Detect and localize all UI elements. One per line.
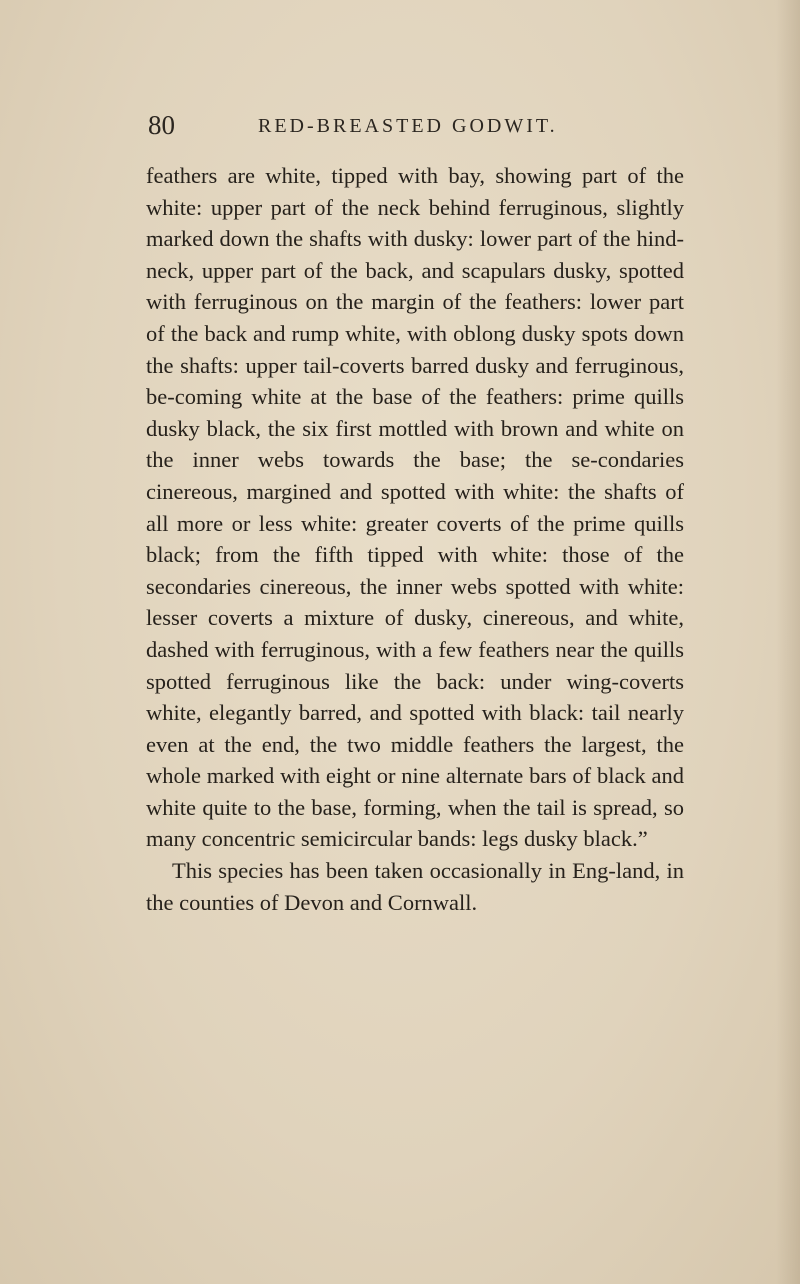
paragraph-distribution: This species has been taken occasionally in Eng-land, in the counties of Devon and Cornwall. [146, 858, 684, 915]
page-number: 80 [148, 110, 175, 140]
page-edge-shadow [776, 0, 800, 1284]
body-text [146, 160, 684, 918]
paragraph-description: feathers are white, tipped with bay, showing part of the white: upper part of the neck behind ferruginous, slightly marked down the shafts with dusky: lower part of the hind-neck, upper part of the back, and scapulars dusky, spotted with ferruginous on the margin of the feathers: lower part of the back and rump white, with oblong dusky spots down the shafts: upper tail-coverts barred dusky and ferruginous, be-coming white at the base of the feathers: prime quills dusky black, the six first mottled with brown and white on the inner webs towards the base; the se-condaries cinereous, margined and spotted with white: the shafts of all more or less white: greater coverts of the prime quills black; from the fifth tipped with white: those of the secondaries cinereous, the inner webs spotted with white: lesser coverts a mixture of dusky, cinereous, and white, dashed with ferruginous, with a few feathers near the quills spotted ferruginous like the back: under wing-coverts white, elegantly barred, and spotted with black: tail nearly even at the end, the two middle feathers the largest, the whole marked with eight or nine alternate bars of black and white quite to the base, forming, when the tail is spread, so many concentric semicircular bands: legs dusky black.” [146, 163, 684, 852]
running-head: RED-BREASTED GODWIT. [258, 115, 558, 137]
page-header [148, 108, 688, 142]
